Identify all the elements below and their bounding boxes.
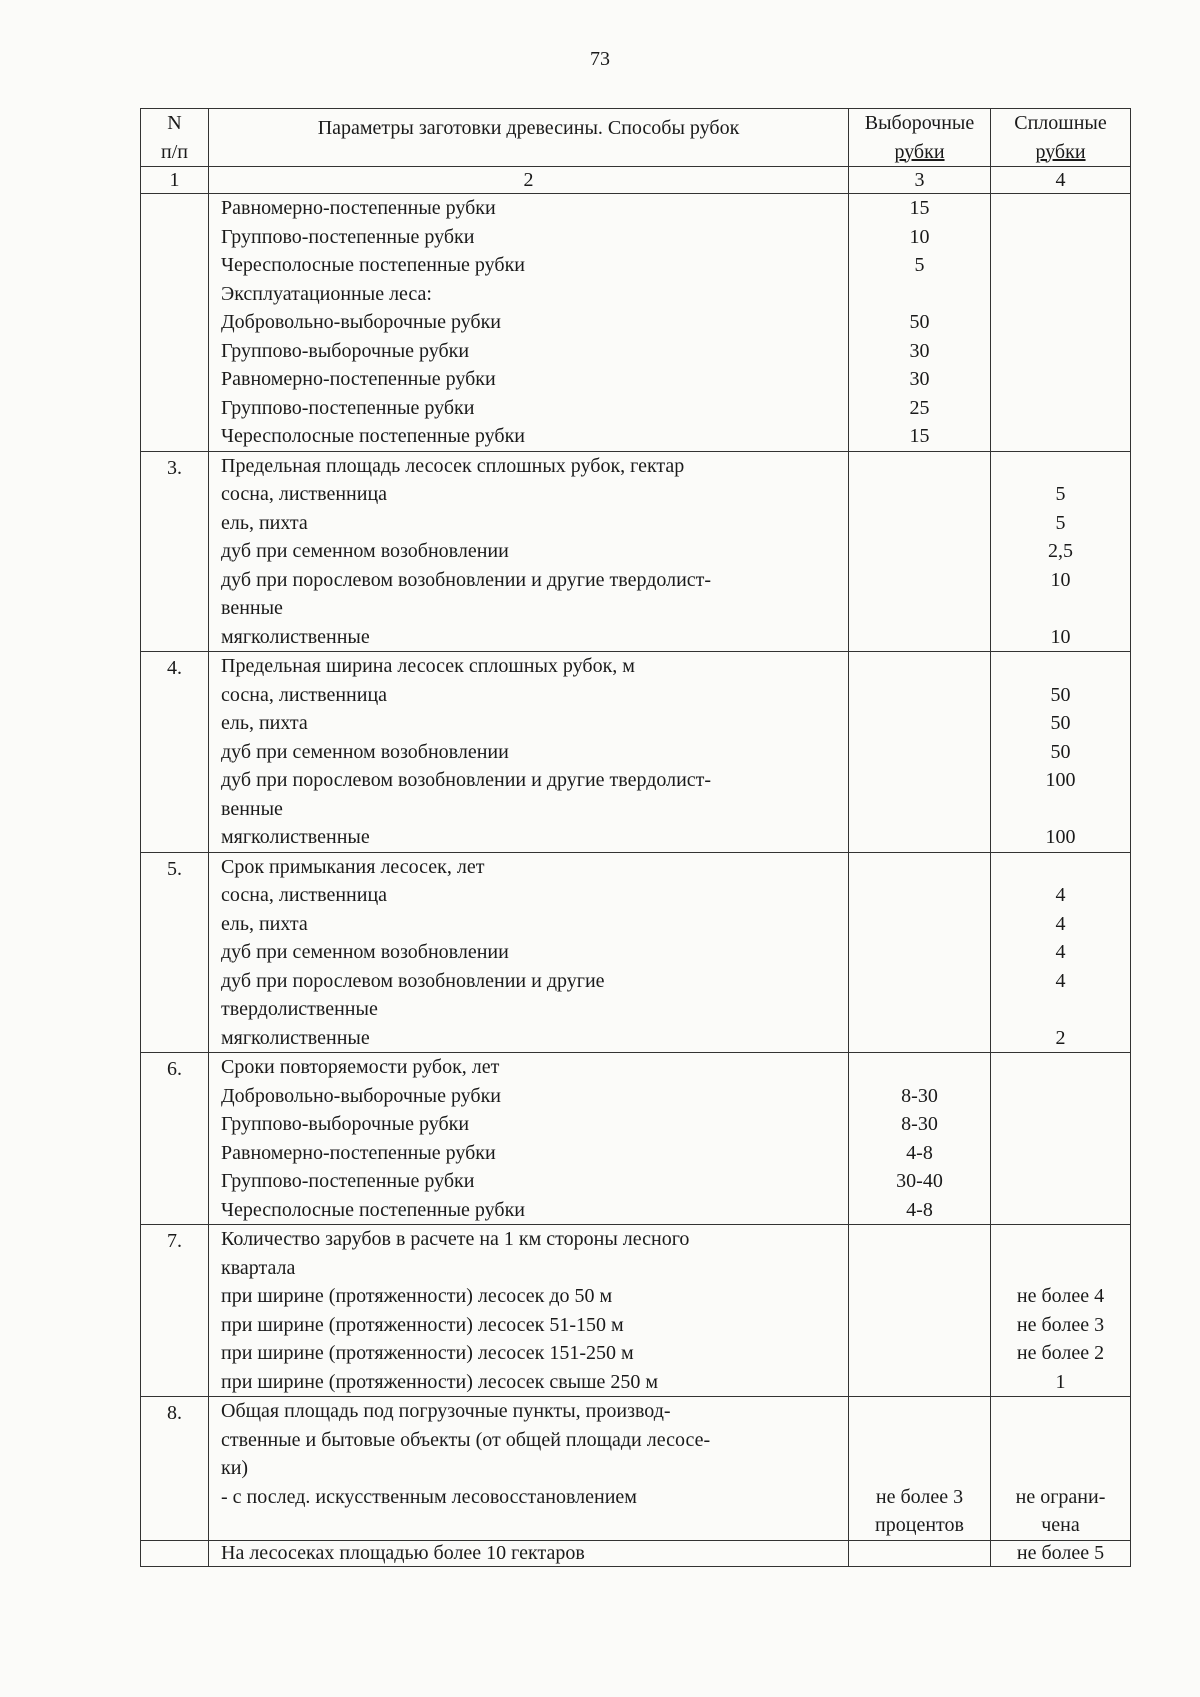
logging-parameters-table <box>140 108 1131 1567</box>
clear-value <box>991 194 1130 223</box>
table-row <box>141 194 1131 452</box>
table-row <box>141 451 1131 652</box>
clear-value <box>991 251 1130 280</box>
table-row <box>141 1053 1131 1225</box>
parameter-line: Равномерно-постепенные рубки <box>221 1141 496 1164</box>
clear-value: 2,5 <box>1048 540 1073 562</box>
parameter-line: ки) <box>221 1457 249 1479</box>
column-number: 2 <box>209 167 849 194</box>
clear-value <box>991 280 1130 309</box>
selective-value: 5 <box>914 254 925 276</box>
clear-cell <box>991 1225 1131 1397</box>
parameter-line: Чересполосные постепенные рубки <box>221 1198 526 1221</box>
clear-cell <box>991 451 1131 652</box>
clear-value: чена <box>1041 1514 1080 1536</box>
column-number: 4 <box>991 167 1131 194</box>
selective-value <box>849 623 990 652</box>
parameter-line: сосна, лиственница <box>221 483 388 505</box>
clear-value: не более 5 <box>1016 1541 1105 1564</box>
parameter-line <box>209 1511 848 1540</box>
selective-value <box>849 881 990 910</box>
clear-value <box>991 1397 1130 1426</box>
clear-cell <box>991 652 1131 853</box>
header-number-line: N <box>167 112 182 134</box>
parameter-line: дуб при порослевом возобновлении и другие <box>221 969 605 992</box>
selective-value: 8-30 <box>901 1113 938 1135</box>
clear-value <box>991 223 1130 252</box>
clear-value <box>991 1426 1130 1455</box>
clear-value <box>991 1454 1130 1483</box>
parameter-line: Равномерно-постепенные рубки <box>221 368 496 390</box>
parameter-line: Количество зарубов в расчете на 1 км стороны лесного <box>221 1228 690 1250</box>
selective-value <box>849 738 990 767</box>
selective-value: 4-8 <box>906 1141 933 1164</box>
clear-value: 4 <box>1055 884 1066 906</box>
clear-value: 10 <box>1050 625 1071 648</box>
header-number-line: п/п <box>161 140 188 163</box>
header-selective-line: рубки <box>894 140 945 163</box>
selective-value <box>849 1454 990 1483</box>
selective-value <box>849 853 990 882</box>
clear-value <box>991 1053 1130 1082</box>
clear-value: 50 <box>1050 683 1071 706</box>
header-clear-line: Сплошные <box>1014 112 1107 134</box>
clear-value <box>991 1110 1130 1139</box>
selective-value: 30 <box>909 339 930 362</box>
selective-value <box>849 766 990 795</box>
selective-value <box>849 1339 990 1368</box>
parameter-line: Добровольно-выборочные рубки <box>221 311 502 333</box>
selective-value <box>849 709 990 738</box>
parameter-line: Группово-выборочные рубки <box>221 339 470 362</box>
clear-value <box>991 422 1130 451</box>
clear-value: 50 <box>1050 740 1071 763</box>
selective-value: 15 <box>909 197 930 219</box>
page-number: 73 <box>590 48 610 70</box>
table-row <box>141 1397 1131 1541</box>
selective-value <box>849 594 990 623</box>
params-cell <box>209 652 849 853</box>
clear-value: 100 <box>1045 826 1076 848</box>
row-number: 6. <box>141 1053 209 1225</box>
selective-value <box>849 509 990 538</box>
selective-value <box>849 1311 990 1340</box>
parameter-line: Предельная площадь лесосек сплошных рубок, гектар <box>221 454 685 477</box>
header-clear <box>991 109 1131 167</box>
row-number: 7. <box>141 1225 209 1397</box>
parameter-line: квартала <box>221 1256 296 1279</box>
parameter-line: при ширине (протяженности) лесосек 51-150 м <box>221 1313 624 1336</box>
selective-cell <box>849 1540 991 1567</box>
parameter-line: Добровольно-выборочные рубки <box>221 1084 502 1107</box>
parameter-line: Предельная ширина лесосек сплошных рубок, м <box>221 655 635 677</box>
table-row <box>141 852 1131 1053</box>
selective-value <box>849 910 990 939</box>
header-selective <box>849 109 991 167</box>
params-cell <box>209 1397 849 1541</box>
selective-value: 30-40 <box>896 1170 943 1192</box>
params-cell <box>209 1053 849 1225</box>
selective-value: 15 <box>909 425 930 447</box>
header-number <box>141 109 209 167</box>
selective-value <box>849 1282 990 1311</box>
table-row <box>141 652 1131 853</box>
column-numbers-row <box>141 167 1131 194</box>
clear-value: 5 <box>1055 511 1066 534</box>
selective-value: 50 <box>909 311 930 333</box>
parameter-line: дуб при порослевом возобновлении и другие твердолист- <box>221 568 712 591</box>
selective-value <box>849 938 990 967</box>
parameter-line: при ширине (протяженности) лесосек до 50 м <box>221 1285 613 1307</box>
clear-value <box>991 594 1130 623</box>
parameter-line: сосна, лиственница <box>221 683 388 706</box>
clear-value: 4 <box>1055 969 1066 992</box>
selective-value <box>849 1053 990 1082</box>
clear-value <box>991 394 1130 423</box>
selective-value: 8-30 <box>901 1084 938 1107</box>
selective-value: 10 <box>909 225 930 248</box>
selective-value <box>849 1225 990 1254</box>
params-cell <box>209 1540 849 1567</box>
clear-value: не ограни- <box>1015 1485 1106 1508</box>
selective-value <box>849 967 990 996</box>
clear-value <box>991 795 1130 824</box>
selective-value <box>849 995 990 1024</box>
selective-value: 30 <box>909 368 930 390</box>
clear-cell <box>991 1540 1131 1567</box>
clear-value: не более 3 <box>1016 1313 1105 1336</box>
clear-value <box>991 308 1130 337</box>
header-selective-line: Выборочные <box>864 112 975 134</box>
selective-value <box>849 480 990 509</box>
selective-cell <box>849 852 991 1053</box>
parameter-line: мягколиственные <box>221 625 370 648</box>
row-number: 4. <box>141 652 209 853</box>
clear-value <box>991 365 1130 394</box>
parameter-line: Чересполосные постепенные рубки <box>221 254 526 276</box>
selective-value <box>849 1024 990 1053</box>
parameter-line: Эксплуатационные леса: <box>221 282 432 305</box>
parameter-line: Группово-постепенные рубки <box>221 396 475 419</box>
parameter-line: мягколиственные <box>221 826 370 848</box>
parameter-line: ель, пихта <box>221 712 308 734</box>
parameter-line: дуб при семенном возобновлении <box>221 540 509 562</box>
clear-value: 2 <box>1055 1026 1066 1049</box>
selective-cell <box>849 1053 991 1225</box>
selective-value <box>849 537 990 566</box>
table-row <box>141 1540 1131 1567</box>
clear-value <box>991 1225 1130 1254</box>
parameter-line: при ширине (протяженности) лесосек 151-250 м <box>221 1342 634 1364</box>
parameter-line: дуб при семенном возобновлении <box>221 740 509 763</box>
clear-value: 50 <box>1050 712 1071 734</box>
row-number: 5. <box>141 852 209 1053</box>
parameter-line: Чересполосные постепенные рубки <box>221 425 526 447</box>
row-number: 3. <box>141 451 209 652</box>
selective-cell <box>849 1397 991 1541</box>
selective-value: 4-8 <box>906 1198 933 1221</box>
clear-value: 100 <box>1045 769 1076 791</box>
selective-cell <box>849 194 991 452</box>
clear-value <box>991 652 1130 681</box>
clear-value: 1 <box>1055 1370 1066 1393</box>
clear-value <box>991 853 1130 882</box>
clear-value: 4 <box>1055 912 1066 935</box>
row-number: 8. <box>141 1397 209 1541</box>
header-clear-line: рубки <box>1035 140 1086 163</box>
clear-value: не более 2 <box>1016 1342 1105 1364</box>
selective-value: 25 <box>909 396 930 419</box>
clear-value <box>991 1196 1130 1225</box>
column-number: 1 <box>141 167 209 194</box>
selective-value <box>849 823 990 852</box>
selective-cell <box>849 451 991 652</box>
selective-value <box>849 566 990 595</box>
clear-value <box>991 1082 1130 1111</box>
parameter-line: венные <box>221 797 283 820</box>
parameter-line: ственные и бытовые объекты (от общей площади лесосе- <box>221 1428 711 1451</box>
selective-value <box>849 652 990 681</box>
parameter-line: Общая площадь под погрузочные пункты, производ- <box>221 1400 671 1422</box>
clear-value: 5 <box>1055 483 1066 505</box>
selective-value <box>849 1397 990 1426</box>
selective-value <box>849 1254 990 1283</box>
clear-cell <box>991 194 1131 452</box>
selective-value: процентов <box>875 1514 964 1536</box>
clear-value <box>991 452 1130 481</box>
parameter-line: сосна, лиственница <box>221 884 388 906</box>
selective-cell <box>849 652 991 853</box>
parameter-line: Срок примыкания лесосек, лет <box>221 855 485 878</box>
clear-value: не более 4 <box>1016 1285 1105 1307</box>
selective-value <box>849 452 990 481</box>
selective-value: не более 3 <box>875 1485 964 1508</box>
clear-value <box>991 1139 1130 1168</box>
clear-value <box>991 1167 1130 1196</box>
params-cell <box>209 1225 849 1397</box>
column-number: 3 <box>849 167 991 194</box>
selective-value <box>849 280 990 309</box>
parameter-line: Группово-постепенные рубки <box>221 1170 475 1192</box>
header-parameters: Параметры заготовки древесины. Способы рубок <box>209 109 849 167</box>
parameter-line: Группово-выборочные рубки <box>221 1113 470 1135</box>
selective-value <box>849 1541 990 1567</box>
selective-value <box>849 795 990 824</box>
selective-cell <box>849 1225 991 1397</box>
parameter-line: мягколиственные <box>221 1026 370 1049</box>
row-number <box>141 194 209 452</box>
clear-value <box>991 995 1130 1024</box>
parameter-line: дуб при порослевом возобновлении и другие твердолист- <box>221 769 712 791</box>
parameter-line: при ширине (протяженности) лесосек свыше 250 м <box>221 1370 659 1393</box>
parameter-line: венные <box>221 597 283 619</box>
parameter-line: Сроки повторяемости рубок, лет <box>221 1056 500 1078</box>
selective-value <box>849 1426 990 1455</box>
clear-value <box>991 1254 1130 1283</box>
selective-value <box>849 681 990 710</box>
parameter-line: ель, пихта <box>221 912 308 935</box>
clear-value: 4 <box>1055 941 1066 963</box>
parameter-line: Равномерно-постепенные рубки <box>221 197 496 219</box>
parameter-line: ель, пихта <box>221 511 308 534</box>
table-header-row <box>141 109 1131 167</box>
selective-value <box>849 1368 990 1397</box>
clear-value: 10 <box>1050 568 1071 591</box>
clear-cell <box>991 852 1131 1053</box>
clear-cell <box>991 1053 1131 1225</box>
params-cell <box>209 194 849 452</box>
parameter-line: На лесосеках площадью более 10 гектаров <box>221 1541 585 1564</box>
parameter-line: твердолиственные <box>221 998 378 1020</box>
row-number <box>141 1540 209 1567</box>
parameter-line: - с послед. искусственным лесовосстановлением <box>221 1485 637 1508</box>
table-row <box>141 1225 1131 1397</box>
params-cell <box>209 852 849 1053</box>
params-cell <box>209 451 849 652</box>
parameter-line: дуб при семенном возобновлении <box>221 941 509 963</box>
parameter-line: Группово-постепенные рубки <box>221 225 475 248</box>
clear-cell <box>991 1397 1131 1541</box>
clear-value <box>991 337 1130 366</box>
